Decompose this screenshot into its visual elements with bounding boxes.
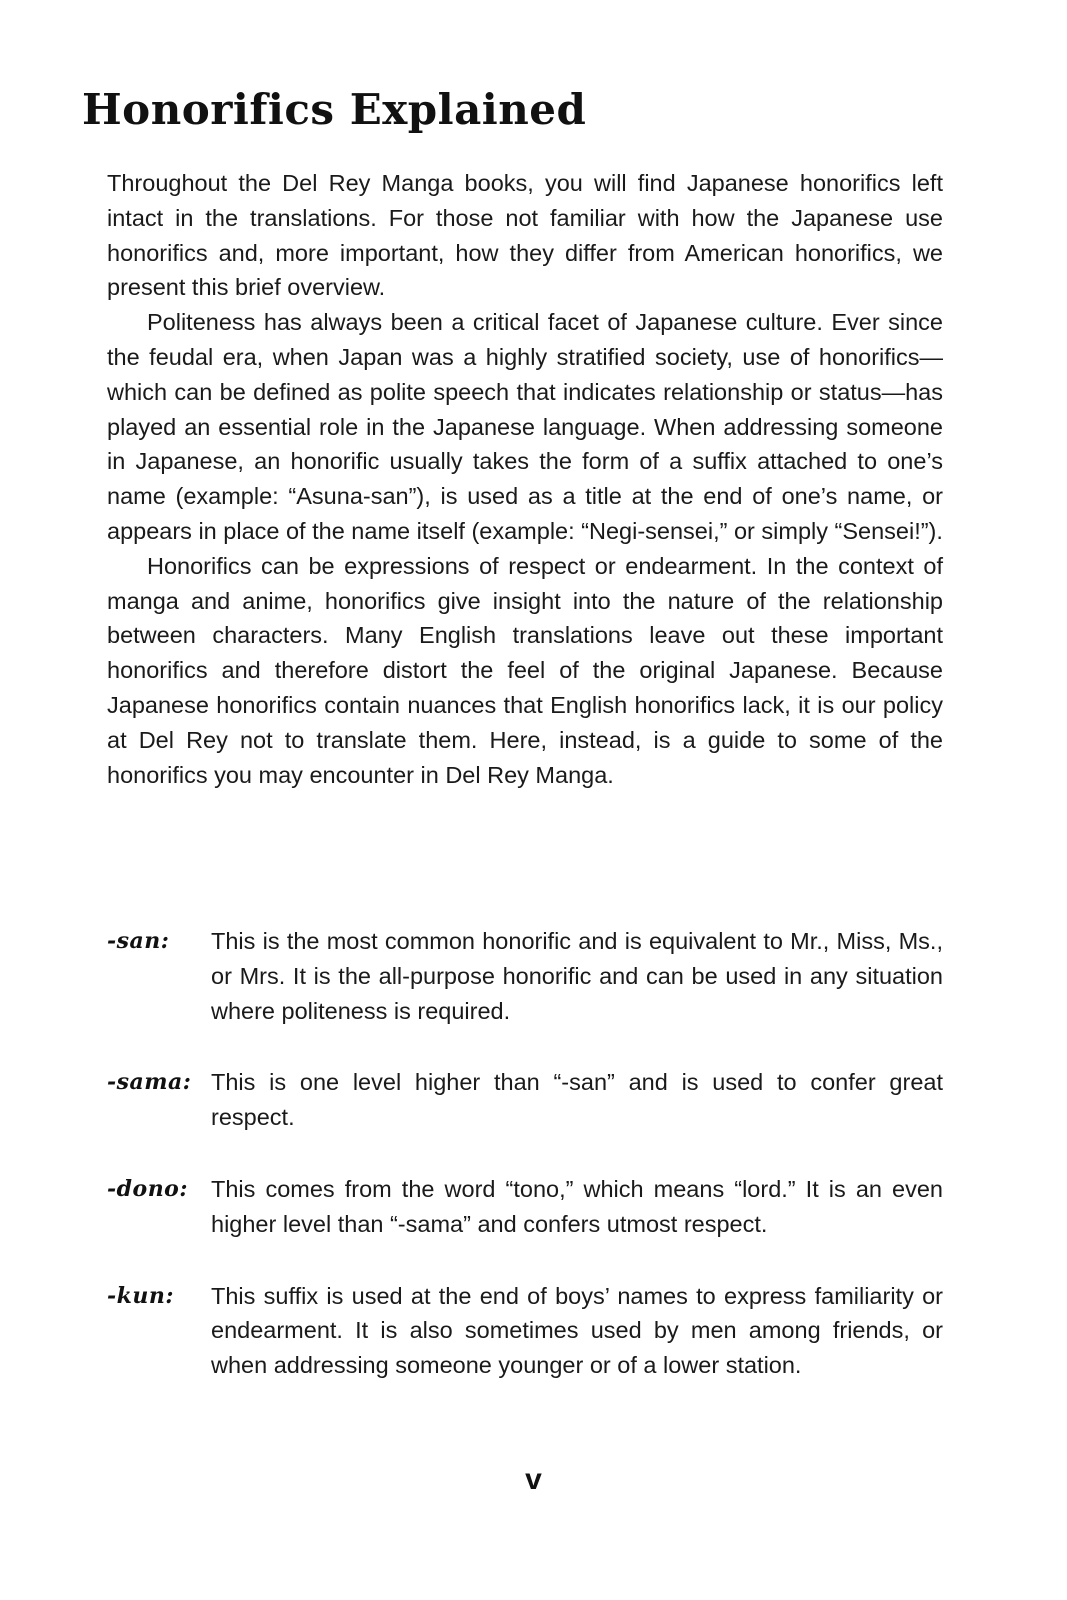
glossary-term: -dono:	[107, 1175, 188, 1202]
glossary-term: -sama:	[107, 1069, 192, 1096]
glossary-description: This is the most common honorific and is equivalent to Mr., Miss, Ms., or Mrs. It is the all-purpose honorific and can be used in any situation where politeness is required.	[211, 928, 943, 1024]
paragraph-1: Throughout the Del Rey Manga books, you will find Japanese honorifics left intact in the translations. For those not familiar with how the Japanese use honorifics and, more important, how they differ from American honorifics, we present this brief overview.	[107, 170, 943, 301]
page-number: v	[525, 1463, 542, 1496]
paragraph-3: Honorifics can be expressions of respect or endearment. In the context of manga and anime, honorifics give insight into the nature of the relationship between characters. Many English translations leave out these important honorifics and therefore distort the feel of the original Japanese. Because Japanese honorifics contain nuances that English honorifics lack, it is our policy at Del Rey not to translate them. Here, instead, is a guide to some of the honorifics you may encounter in Del Rey Manga.	[107, 552, 943, 788]
glossary-description: This is one level higher than “-san” and is used to confer great respect.	[211, 1069, 943, 1131]
glossary-entry-sama	[107, 1065, 943, 1135]
glossary-term: -san:	[107, 928, 170, 954]
glossary-entry-san	[107, 924, 943, 1028]
glossary-entry-kun	[107, 1279, 943, 1383]
glossary-term: -kun:	[107, 1282, 174, 1309]
honorifics-glossary	[107, 924, 943, 1383]
page-title: Honorifics Explained	[82, 85, 587, 134]
glossary-description: This suffix is used at the end of boys’ names to express familiarity or endearment. It is also sometimes used by men among friends, or when addressing someone younger or of a lower station.	[211, 1282, 943, 1379]
paragraph-2: Politeness has always been a critical facet of Japanese culture. Ever since the feudal era, when Japan was a highly stratified society, use of honorifics—which can be defined as polite speech that indicates relationship or status—has played an essential role in the Japanese language. When addressing someone in Japanese, an honorific usually takes the form of a suffix attached to one’s name (example: “Asuna-san”), is used as a title at the end of one’s name, or appears in place of the name itself (example: “Negi-sensei,” or simply “Sensei!”).	[107, 309, 943, 544]
glossary-entry-dono	[107, 1172, 943, 1242]
intro-text	[107, 166, 943, 792]
glossary-description: This comes from the word “tono,” which means “lord.” It is an even higher level than “-sama” and confers utmost respect.	[211, 1175, 943, 1237]
